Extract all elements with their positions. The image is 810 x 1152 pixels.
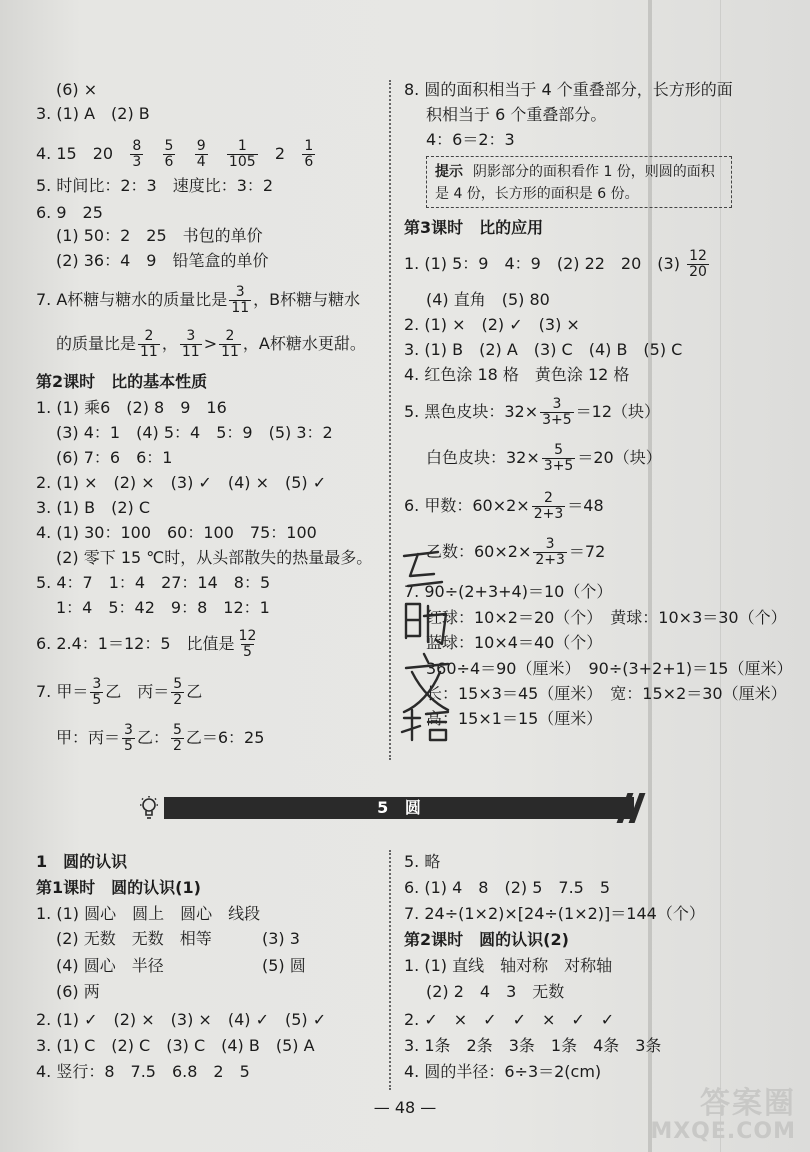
denominator: 6 — [164, 154, 174, 170]
numerator: 2 — [144, 328, 154, 344]
answer-line: (2) 无数 无数 相等 — [56, 929, 212, 948]
answer-line: 3. (1) C (2) C (3) C (4) B (5) A — [36, 1036, 315, 1055]
fraction — [130, 139, 143, 170]
denominator: 5 — [124, 738, 133, 754]
answer-line: 1. (1) 乘6 (2) 8 9 16 — [36, 398, 227, 417]
answer-line-fractions — [56, 324, 366, 364]
numerator: 1 — [237, 138, 247, 154]
answer-text: ＝48 — [567, 496, 604, 515]
answer-line: 4. 竖行：8 7.5 6.8 2 5 — [36, 1062, 250, 1081]
denominator: 2 — [172, 738, 182, 754]
column-divider-bottom — [389, 850, 391, 1090]
denominator: 5 — [242, 644, 252, 660]
fraction — [163, 139, 176, 170]
fraction — [542, 443, 576, 474]
lesson-title: 第2课时 比的基本性质 — [36, 372, 208, 391]
answer-line: 5. 略 — [404, 852, 441, 871]
hint-box — [426, 156, 732, 208]
answer-text: 乙＝6：25 — [185, 728, 265, 747]
answer-text: ＝20（块） — [577, 448, 662, 467]
answer-line: 1. (1) 直线 轴对称 对称轴 — [404, 956, 613, 975]
numerator: 2 — [225, 328, 235, 344]
fraction — [138, 329, 160, 360]
section-title: 1 圆的认识 — [36, 852, 128, 871]
answer-text: 6. 2.4：1＝12：5 比值是 — [36, 634, 235, 653]
answer-line-fractions — [404, 244, 711, 284]
fraction — [532, 491, 566, 522]
answer-text: ＝12（块） — [575, 402, 661, 421]
numerator: 3 — [235, 284, 245, 300]
answer-line: 1. (1) 圆心 圆上 圆心 线段 — [36, 904, 261, 923]
denominator: 2+3 — [535, 552, 565, 568]
watermark-logo — [650, 1088, 796, 1144]
answer-line: (6) × — [56, 80, 98, 99]
numerator: 5 — [173, 676, 183, 692]
numerator: 5 — [172, 722, 182, 738]
chapter-title-bar — [164, 797, 634, 819]
answer-line: 360÷4＝90（厘米） 90÷(3+2+1)＝15（厘米） — [426, 659, 793, 678]
fraction — [302, 139, 315, 170]
numerator: 3 — [186, 328, 196, 344]
page-number: — 48 — — [373, 1098, 437, 1117]
answer-text: 6. 甲数：60×2× — [404, 496, 530, 515]
fraction — [90, 677, 103, 708]
answer-line: (2) 36：4 9 铅笔盒的单价 — [56, 251, 269, 270]
answer-line: 2. ✓ × ✓ ✓ × ✓ ✓ — [404, 1010, 615, 1029]
answer-text: 甲：丙＝ — [56, 728, 121, 747]
answer-line: 2. (1) ✓ (2) × (3) × (4) ✓ (5) ✓ — [36, 1010, 327, 1029]
fraction — [227, 139, 258, 170]
lesson-title: 第3课时 比的应用 — [404, 218, 544, 237]
fraction — [687, 249, 709, 280]
numerator: 12 — [689, 248, 707, 264]
answer-line: (6) 两 — [56, 982, 100, 1001]
handwritten-mark — [398, 546, 456, 742]
denominator: 5 — [92, 692, 102, 708]
answer-text: ＝72 — [568, 542, 606, 561]
column-divider-top — [389, 80, 391, 760]
chapter-title: 圆 — [404, 798, 421, 817]
numerator: 1 — [304, 138, 314, 154]
denominator: 11 — [181, 344, 200, 360]
answer-line: (2) 2 4 3 无数 — [426, 982, 565, 1001]
answer-line: 6. 9 25 — [36, 203, 103, 222]
numerator: 5 — [164, 138, 174, 154]
answer-text: 7. 甲＝ — [36, 682, 89, 701]
denominator: 2 — [173, 692, 183, 708]
numerator: 5 — [554, 442, 564, 458]
numerator: 12 — [238, 628, 257, 644]
answer-line: 4. (1) 30：100 60：100 75：100 — [36, 523, 317, 542]
hint-text: 是 4 份，长方形的面积是 6 份。 — [435, 186, 639, 202]
fraction — [229, 285, 251, 316]
answer-line-fractions — [56, 718, 264, 758]
denominator: 3 — [132, 154, 142, 170]
numerator: 9 — [196, 138, 206, 154]
answer-text: ，B杯糖与糖水 — [253, 290, 361, 309]
answer-text: 的质量比是 — [56, 334, 137, 353]
numerator: 3 — [552, 396, 562, 412]
fraction — [171, 723, 184, 754]
answer-line-fractions — [36, 624, 260, 664]
answer-text: ， — [161, 334, 178, 353]
answer-line: 3. (1) B (2) C — [36, 498, 151, 517]
answer-line: (5) 圆 — [262, 956, 306, 975]
hint-label: 提示 — [435, 164, 463, 180]
answer-line: 6. (1) 4 8 (2) 5 7.5 5 — [404, 878, 611, 897]
answer-line: 5. 4：7 1：4 27：14 8：5 — [36, 573, 271, 592]
answer-line: (3) 3 — [262, 929, 300, 948]
denominator: 105 — [228, 154, 256, 170]
answer-line-fractions — [36, 134, 317, 174]
denominator: 11 — [221, 344, 239, 360]
answer-line: 红球：10×2＝20（个） 黄球：10×3＝30（个） — [426, 608, 787, 627]
answer-line: 3. 1条 2条 3条 1条 4条 3条 — [404, 1036, 662, 1055]
numerator: 2 — [544, 490, 553, 506]
numerator: 3 — [124, 722, 133, 738]
hint-text: 阴影部分的面积看作 1 份，则圆的面积 — [473, 164, 715, 180]
answer-line: 4. 红色涂 18 格 黄色涂 12 格 — [404, 365, 630, 384]
answer-line: 3. (1) B (2) A (3) C (4) B (5) C — [404, 340, 683, 359]
answer-line: 4：6＝2：3 — [426, 130, 515, 149]
answer-line-fractions — [36, 672, 202, 712]
answer-line: 积相当于 6 个重叠部分。 — [426, 105, 607, 124]
answer-line: 7. 90÷(2+3+4)＝10（个） — [404, 582, 613, 601]
denominator: 6 — [304, 154, 314, 170]
lesson-title: 第2课时 圆的认识(2) — [404, 930, 569, 949]
denominator: 11 — [140, 344, 158, 360]
chapter-number: 5 — [377, 798, 389, 817]
denominator: 3+5 — [543, 458, 574, 474]
answer-line-fractions — [36, 280, 360, 320]
answer-text: ，A杯糖水更甜。 — [242, 334, 366, 353]
denominator: 4 — [196, 154, 206, 170]
fraction — [237, 629, 259, 660]
numerator: 3 — [545, 536, 555, 552]
denominator: 3+5 — [542, 412, 572, 428]
fraction — [540, 397, 574, 428]
denominator: 2+3 — [533, 506, 564, 522]
answer-line: 2. (1) × (2) ✓ (3) × — [404, 315, 580, 334]
numerator: 3 — [92, 676, 102, 692]
answer-line: (4) 直角 (5) 80 — [426, 290, 550, 309]
answer-line: 1：4 5：42 9：8 12：1 — [56, 598, 270, 617]
answer-line-fractions — [404, 486, 604, 526]
fraction — [195, 139, 208, 170]
answer-line: 4. 圆的半径：6÷3＝2(cm) — [404, 1062, 602, 1081]
answer-line: (4) 圆心 半径 — [56, 956, 164, 975]
answer-line: 5. 时间比：2：3 速度比：3：2 — [36, 176, 274, 195]
answer-text: 7. A杯糖与糖水的质量比是 — [36, 290, 228, 309]
answer-line: 高：15×1＝15（厘米） — [426, 709, 603, 728]
answer-line: 长：15×3＝45（厘米） 宽：15×2＝30（厘米） — [426, 684, 787, 703]
denominator: 11 — [231, 300, 250, 316]
lightbulb-icon — [138, 795, 160, 821]
answer-text: 乙数：60×2× — [426, 542, 532, 561]
answer-line-fractions — [426, 438, 662, 478]
answer-text: 4. 15 20 — [36, 144, 114, 163]
numerator: 8 — [132, 138, 142, 154]
answer-text: 乙 丙＝ — [105, 682, 170, 701]
answer-text: 乙 — [186, 682, 203, 701]
answer-line: 8. 圆的面积相当于 4 个重叠部分，长方形的面 — [404, 80, 733, 99]
answer-line: 3. (1) A (2) B — [36, 104, 150, 123]
answer-text: 2 — [274, 144, 286, 163]
answer-line: 7. 24÷(1×2)×[24÷(1×2)]＝144（个） — [404, 904, 705, 923]
fraction — [533, 537, 567, 568]
answer-line: (3) 4：1 (4) 5：4 5：9 (5) 3：2 — [56, 423, 333, 442]
answer-line: (2) 零下 15 ℃时，从头部散失的热量最多。 — [56, 548, 373, 567]
denominator: 20 — [689, 264, 707, 280]
answer-text: 1. (1) 5：9 4：9 (2) 22 20 (3) — [404, 254, 680, 273]
answer-text: 5. 黑色皮块：32× — [404, 402, 539, 421]
chapter-banner — [134, 793, 650, 823]
answer-line: 2. (1) × (2) × (3) ✓ (4) × (5) ✓ — [36, 473, 327, 492]
fraction — [171, 677, 184, 708]
lesson-title: 第1课时 圆的认识(1) — [36, 878, 201, 897]
answer-line: 蓝球：10×4＝40（个） — [426, 633, 603, 652]
fraction — [219, 329, 241, 360]
answer-line: (1) 50：2 25 书包的单价 — [56, 226, 263, 245]
answer-line-fractions — [404, 392, 660, 432]
answer-text: > — [203, 334, 218, 353]
answer-line: (6) 7：6 6：1 — [56, 448, 173, 467]
fraction — [122, 723, 135, 754]
watermark-url: MXQE.COM — [650, 1119, 796, 1144]
answer-text: 白色皮块：32× — [426, 448, 540, 467]
watermark-text: 答案圈 — [700, 1086, 796, 1121]
fraction — [180, 329, 202, 360]
answer-text: 乙： — [136, 728, 169, 747]
